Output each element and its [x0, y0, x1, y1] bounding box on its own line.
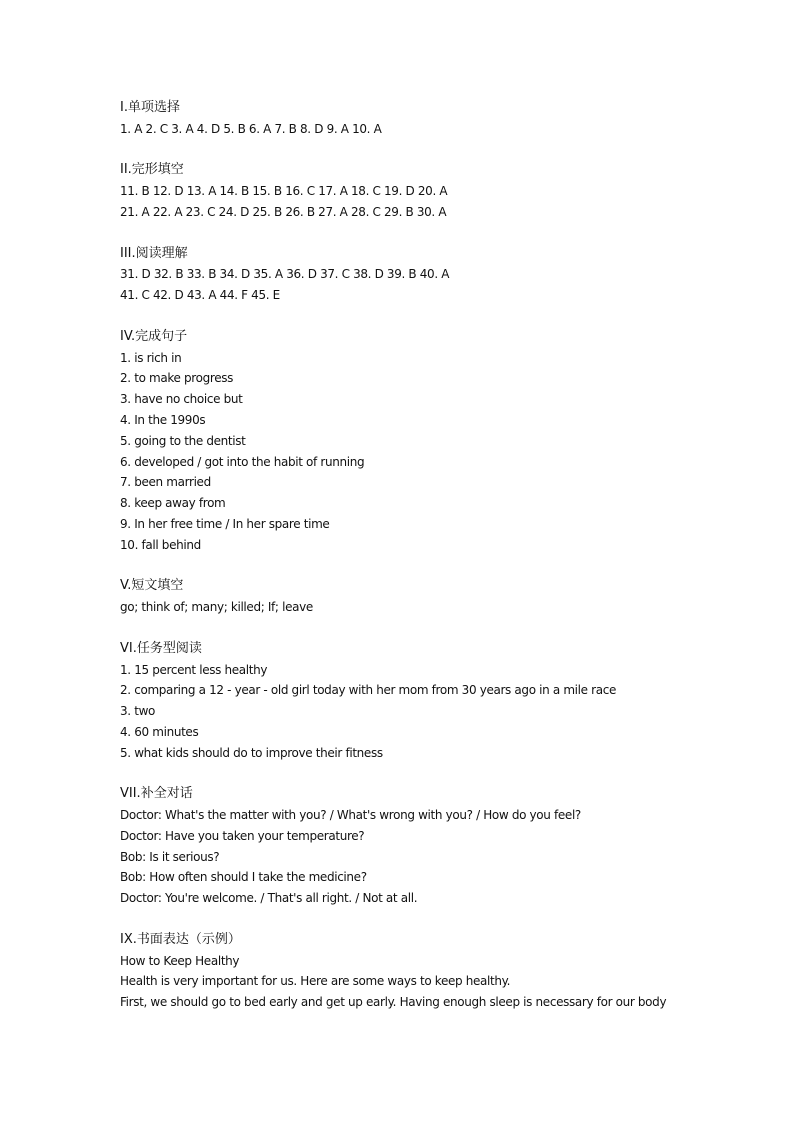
section-heading: II.完形填空: [120, 162, 184, 178]
answer-line: Bob: Is it serious?: [120, 849, 220, 864]
answer-line: 10. fall behind: [120, 537, 201, 552]
answer-line: 3. have no choice but: [120, 392, 243, 407]
answer-line: 8. keep away from: [120, 496, 226, 511]
spacer: [120, 556, 740, 577]
answer-line: 5. what kids should do to improve their fitness: [120, 745, 383, 760]
answer-line: 9. In her free time / In her spare time: [120, 516, 330, 531]
answer-line: 5. going to the dentist: [120, 433, 246, 448]
spacer: [120, 618, 740, 639]
spacer: [120, 909, 740, 930]
answer-line: 11. B 12. D 13. A 14. B 15. B 16. C 17. A 18. C 19. D 20. A: [120, 184, 448, 199]
section-heading: VII.补全对话: [120, 786, 193, 802]
section-task-reading: [120, 639, 740, 764]
section-reading: [120, 244, 740, 306]
spacer: [120, 764, 740, 785]
answer-line: Bob: How often should I take the medicine?: [120, 870, 367, 885]
essay-line: First, we should go to bed early and get up early. Having enough sleep is necessary for our body: [120, 995, 667, 1010]
answer-line: 2. comparing a 12 - year - old girl today with her mom from 30 years ago in a mile race: [120, 683, 616, 698]
section-heading: I.单项选择: [120, 100, 180, 115]
answer-line: 3. two: [120, 704, 156, 719]
section-complete-sentences: [120, 327, 740, 556]
answer-line: 31. D 32. B 33. B 34. D 35. A 36. D 37. C 38. D 39. B 40. A: [120, 267, 450, 282]
section-passage-fill: [120, 576, 740, 618]
answer-line: 2. to make progress: [120, 371, 234, 386]
answer-line: 4. 60 minutes: [120, 724, 199, 739]
section-dialogue: [120, 784, 740, 909]
answer-line: Doctor: Have you taken your temperature?: [120, 828, 365, 843]
answer-key-page: [120, 98, 740, 1013]
section-writing: [120, 930, 740, 1013]
section-heading: VI.任务型阅读: [120, 640, 202, 656]
answer-line: Doctor: What's the matter with you? / What's wrong with you? / How do you feel?: [120, 808, 581, 823]
section-heading: IV.完成句子: [120, 328, 188, 344]
answer-line: 7. been married: [120, 475, 211, 490]
answer-line: 21. A 22. A 23. C 24. D 25. B 26. B 27. A 28. C 29. B 30. A: [120, 204, 447, 219]
answer-line: 1. A 2. C 3. A 4. D 5. B 6. A 7. B 8. D 9. A 10. A: [120, 121, 382, 136]
answer-line: go; think of; many; killed; If; leave: [120, 600, 313, 615]
answer-line: 4. In the 1990s: [120, 412, 206, 427]
answer-line: 1. 15 percent less healthy: [120, 662, 268, 677]
spacer: [120, 223, 740, 244]
section-heading: V.短文填空: [120, 578, 184, 594]
section-cloze: [120, 160, 740, 222]
spacer: [120, 306, 740, 327]
answer-line: 1. is rich in: [120, 350, 182, 365]
section-heading: IX.书面表达（示例）: [120, 931, 241, 947]
essay-line: Health is very important for us. Here are some ways to keep healthy.: [120, 974, 511, 989]
answer-line: 6. developed / got into the habit of running: [120, 454, 365, 469]
answer-line: 41. C 42. D 43. A 44. F 45. E: [120, 288, 280, 303]
essay-title: How to Keep Healthy: [120, 953, 240, 968]
section-single-choice: [120, 98, 740, 140]
answer-line: Doctor: You're welcome. / That's all right. / Not at all.: [120, 891, 418, 906]
section-heading: III.阅读理解: [120, 245, 188, 261]
spacer: [120, 140, 740, 161]
